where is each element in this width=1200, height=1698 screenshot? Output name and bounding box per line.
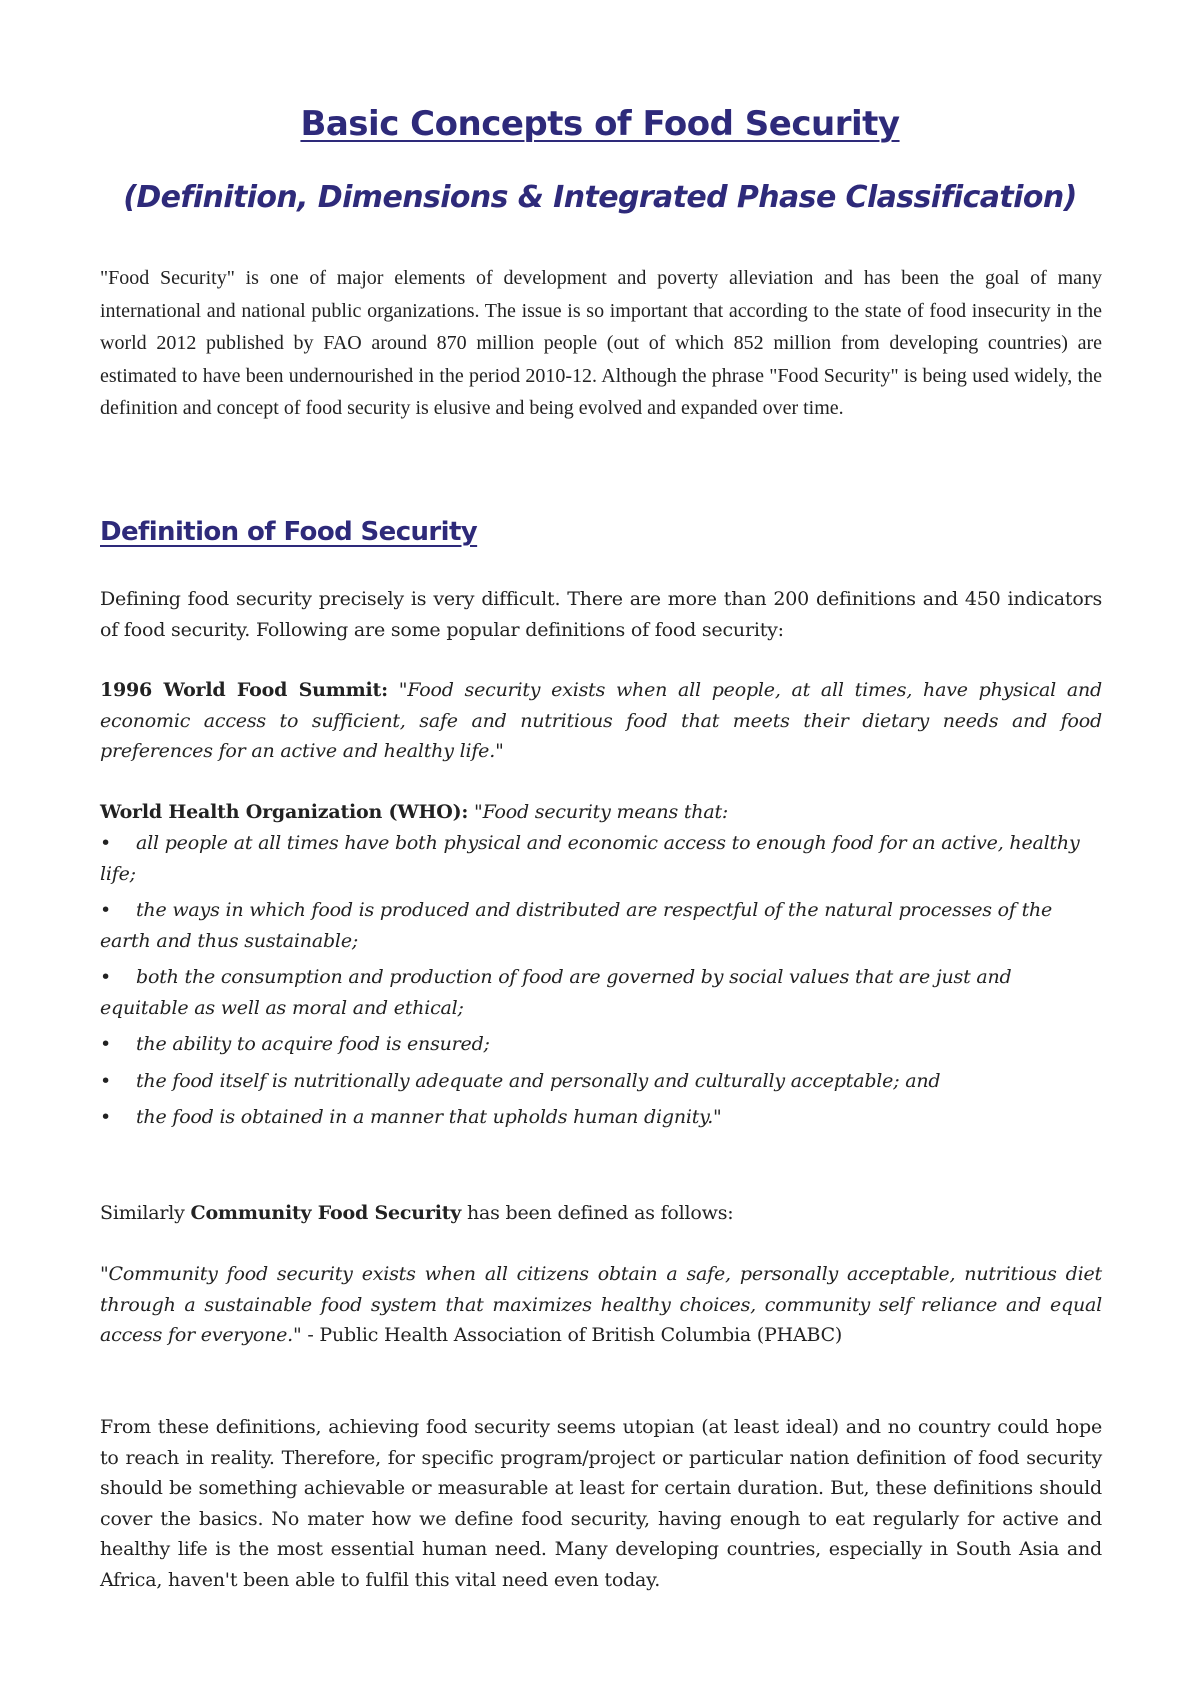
list-item-text: the food itself is nutritionally adequate and personally and culturally acceptable; and [136, 1069, 941, 1092]
community-attribution: - Public Health Association of British Columbia (PHABC) [301, 1324, 843, 1346]
who-definition-intro [100, 797, 1102, 828]
list-item-text: the ways in which food is produced and distributed are respectful of the natural processes of the earth and thus sustainable; [100, 899, 1053, 952]
page-title: Basic Concepts of Food Security [300, 104, 900, 144]
definition-lead-paragraph: Defining food security precisely is very difficult. There are more than 200 definitions and 450 indicators of food security. Following are some popular definitions of food security: [100, 588, 1102, 641]
community-term: Community Food Security [190, 1202, 462, 1224]
bullet-icon: • [100, 1033, 112, 1055]
community-definition [100, 1259, 1102, 1351]
community-quote: "Community food security exists when all citizens obtain a safe, personally acceptable, nutritious diet through a sustainable food system that maximizes healthy choices, community self reliance and equal access for everyone." [100, 1263, 1102, 1346]
bullet-icon: • [100, 966, 112, 988]
wfs-quote: "Food security exists when all people, at all times, have physical and economic access to sufficient, safe and nutritious food that meets their dietary needs and food preferences for an active and healthy life." [100, 679, 1102, 762]
list-item-text: the ability to acquire food is ensured; [136, 1033, 490, 1055]
list-item-text: both the consumption and production of food are governed by social values that are just and equitable as well as moral and ethical; [100, 966, 1012, 1019]
who-separator: : [461, 801, 469, 823]
section-heading-definition: Definition of Food Security [100, 517, 478, 547]
wfs-definition [100, 675, 1102, 767]
closing-paragraph: From these definitions, achieving food security seems utopian (at least ideal) and no country could hope to reach in reality. Therefore, for specific program/project or particular nation definition of food security should be something achievable or measurable at least for certain duration. But, these definitions should cover the basics. No mater how we define food security, having enough to eat regularly for active and healthy life is the most essential human need. Many developing countries, especially in South Asia and Africa, haven't been able to fulfil this vital need even today. [100, 1416, 1102, 1591]
list-item [100, 1029, 1102, 1060]
bullet-icon: • [100, 1106, 112, 1128]
who-intro-text: "Food security means that: [468, 801, 729, 823]
list-item-text: the food is obtained in a manner that upholds human dignity." [136, 1106, 722, 1128]
bullet-icon: • [100, 1069, 112, 1092]
community-suffix: has been defined as follows: [461, 1202, 734, 1224]
list-item [100, 1066, 1102, 1097]
page-subtitle: (Definition, Dimensions & Integrated Phase Classification) [123, 180, 1077, 215]
bullet-icon: • [100, 899, 112, 921]
intro-paragraph: "Food Security" is one of major elements of development and poverty alleviation and has been the goal of many international and national public organizations. The issue is so important that according to the state of food insecurity in the world 2012 published by FAO around 870 million people (out of which 852 million from developing countries) are estimated to have been undernourished in the period 2010-12. Although the phrase "Food Security" is being used widely, the definition and concept of food security is elusive and being evolved and expanded over time. [100, 267, 1102, 419]
list-item-text: all people at all times have both physical and economic access to enough food for an active, healthy life; [100, 832, 1080, 885]
who-label: World Health Organization (WHO) [100, 801, 462, 823]
community-prefix: Similarly [100, 1202, 191, 1224]
list-item [100, 895, 1102, 956]
wfs-label: 1996 World Food Summit [100, 679, 382, 701]
list-item [100, 962, 1102, 1023]
community-intro [100, 1198, 1102, 1229]
who-definition-list [100, 828, 1102, 1139]
wfs-separator: : [381, 679, 388, 701]
list-item [100, 828, 1102, 889]
bullet-icon: • [100, 832, 112, 854]
list-item [100, 1102, 1102, 1133]
